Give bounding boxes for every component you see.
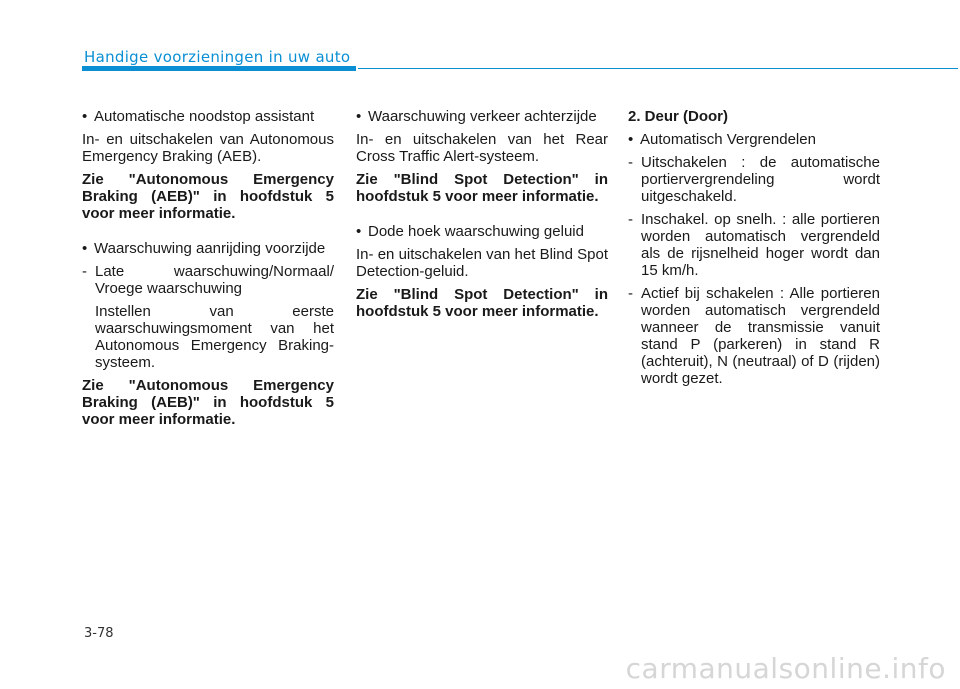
dash-item [82,263,334,297]
dash-item [628,285,880,387]
reference-note: Zie "Autonomous Emergency Braking (AEB)" in hoofdstuk 5 voor meer informatie. [82,171,334,222]
dash-item [628,154,880,205]
section-title: Handige voorzieningen in uw auto [84,48,351,66]
dash-item [628,211,880,279]
bullet-dot: • [356,108,362,125]
bullet-dot: • [628,131,634,148]
bullet-text: Dode hoek waarschuwing geluid [368,223,584,240]
dash-mark: - [628,154,633,171]
bullet-dot: • [356,223,362,240]
watermark: carmanualsonline.info [625,652,946,685]
bullet-text: Automatisch Vergrendelen [640,131,816,148]
paragraph: In- en uitschakelen van Autonomous Emergency Braking (AEB). [82,131,334,165]
bullet-dot: • [82,240,88,257]
bullet-item [356,108,608,125]
bullet-item [82,240,334,257]
page-number: 3-78 [84,626,114,641]
reference-note: Zie "Blind Spot Detection" in hoofdstuk 5 voor meer informatie. [356,286,608,320]
dash-mark: - [628,211,633,228]
subsection-heading: 2. Deur (Door) [628,108,729,125]
bullet-text: Waarschuwing verkeer achterzijde [368,108,597,125]
indented-paragraph: Instellen van eerste waarschuwingsmoment van het Autonomous Emergency Braking-systeem. [95,303,334,371]
paragraph: In- en uitschakelen van het Rear Cross Traffic Alert-systeem. [356,131,608,165]
dash-text: Actief bij schakelen : Alle portieren worden automatisch vergrendeld wanneer de transmissie vanuit stand P (parkeren) in stand R (achteruit), N (neutraal) of D (rijden) wordt gezet. [641,285,880,387]
bullet-item [356,223,608,240]
dash-mark: - [82,263,87,280]
bullet-dot: • [82,108,88,125]
bullet-item [628,131,880,148]
dash-text: Late waarschuwing/Normaal/ Vroege waarschuwing [95,263,334,297]
column-middle [356,108,608,326]
column-right [628,108,880,393]
reference-note: Zie "Blind Spot Detection" in hoofdstuk 5 voor meer informatie. [356,171,608,205]
bullet-text: Automatische noodstop assistant [94,108,315,125]
bullet-item [82,108,334,125]
dash-text: Inschakel. op snelh. : alle portieren worden automatisch vergrendeld als de rijsnelheid hoger wordt dan 15 km/h. [641,211,880,279]
paragraph: In- en uitschakelen van het Blind Spot Detection-geluid. [356,246,608,280]
column-left [82,108,334,434]
reference-note: Zie "Autonomous Emergency Braking (AEB)" in hoofdstuk 5 voor meer informatie. [82,377,334,428]
dash-text: Uitschakelen : de automatische portiervergrendeling wordt uitgeschakeld. [641,154,880,205]
header-rule [358,68,958,69]
header-accent-bar [82,66,356,71]
bullet-text: Waarschuwing aanrijding voorzijde [94,240,326,257]
dash-mark: - [628,285,633,302]
